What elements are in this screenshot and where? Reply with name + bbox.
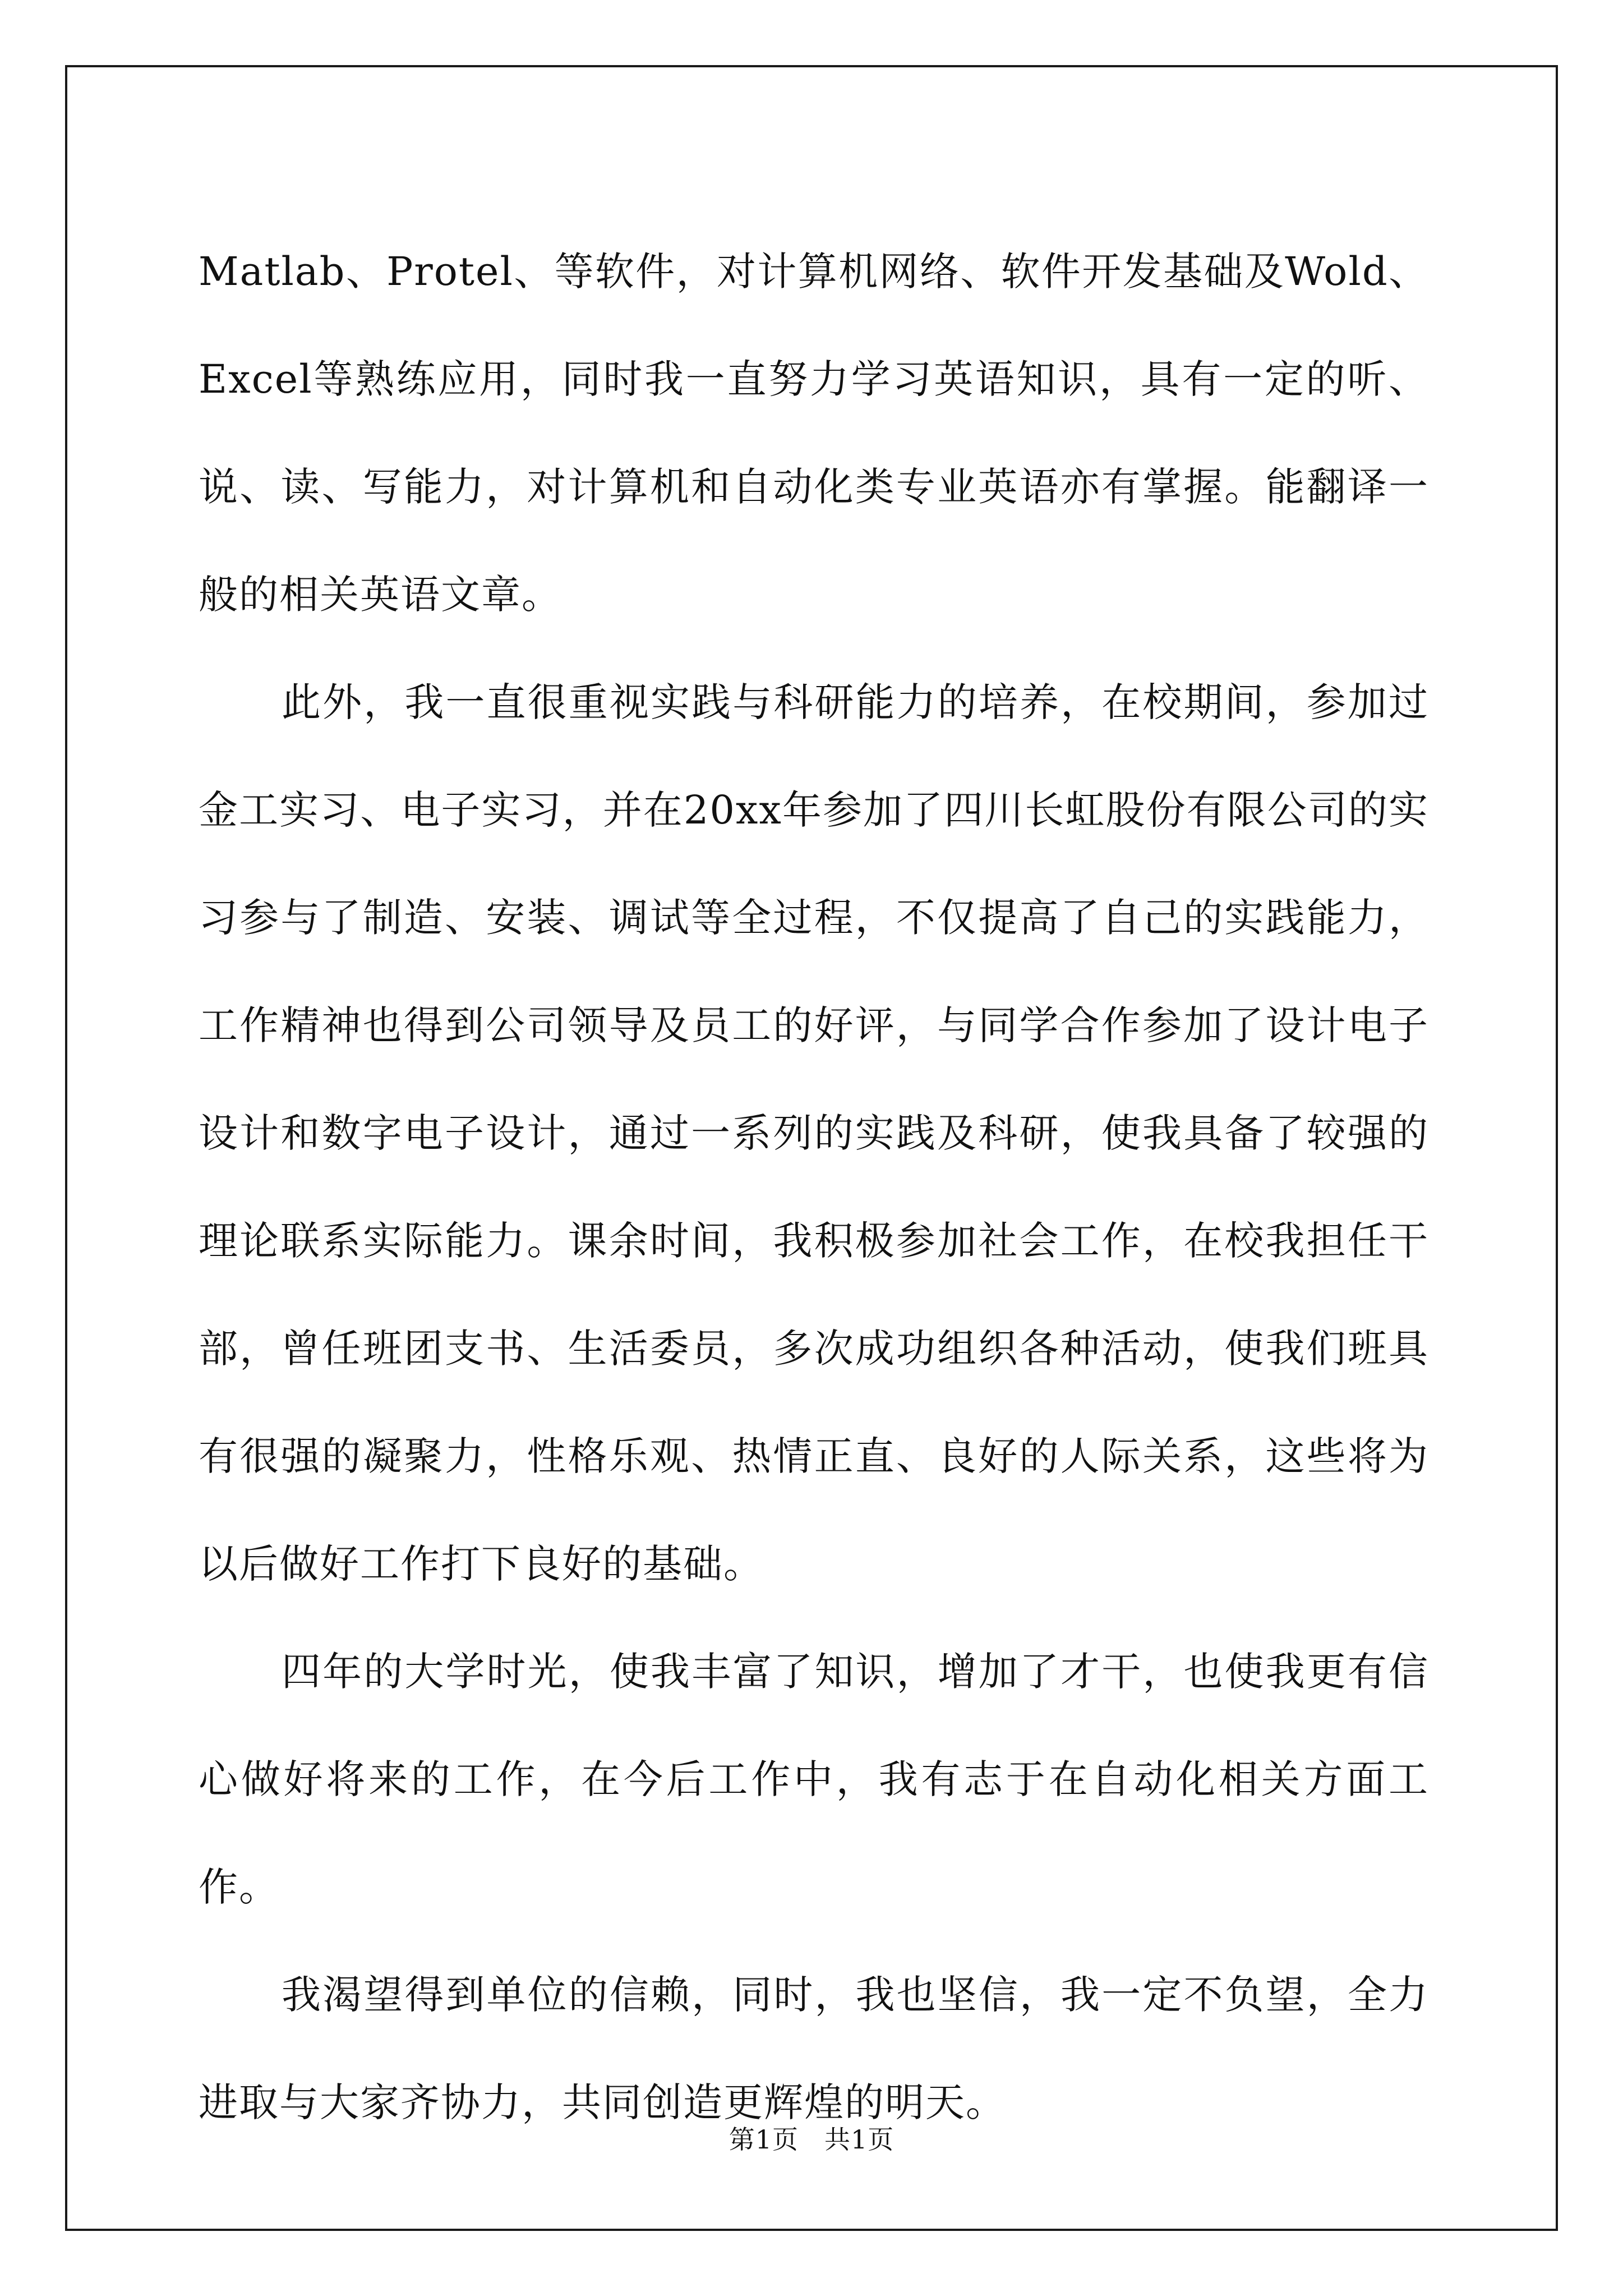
document-body: [199, 218, 1429, 2156]
page-number-total: 共1页: [824, 2124, 895, 2155]
paragraph-practice: 此外，我一直很重视实践与科研能力的培养，在校期间，参加过金工实习、电子实习，并在20xx年参加了四川长虹股份有限公司的实习参与了制造、安装、调试等全过程，不仅提高了自己的实践能力，工作精神也得到公司领导及员工的好评，与同学合作参加了设计电子设计和数字电子设计，通过一系列的实践及科研，使我具备了较强的理论联系实际能力。课余时间，我积极参加社会工作，在校我担任干部，曾任班团支书、生活委员，多次成功组织各种活动，使我们班具有很强的凝聚力，性格乐观、热情正直、良好的人际关系，这些将为以后做好工作打下良好的基础。: [199, 679, 1429, 1587]
paragraph-university: 四年的大学时光，使我丰富了知识，增加了才干，也使我更有信心做好将来的工作，在今后工作中，我有志于在自动化相关方面工作。: [199, 1649, 1429, 1910]
paragraph-closing: 我渴望得到单位的信赖，同时，我也坚信，我一定不负望，全力进取与大家齐协力，共同创造更辉煌的明天。: [199, 1972, 1429, 2125]
page-footer: [0, 2123, 1623, 2156]
paragraph-skills: Matlab、Protel、等软件，对计算机网络、软件开发基础及Wold、Excel等熟练应用，同时我一直努力学习英语知识，具有一定的听、说、读、写能力，对计算机和自动化类专业英语亦有掌握。能翻译一般的相关英语文章。: [199, 249, 1429, 618]
page-number-current: 第1页: [728, 2124, 799, 2155]
